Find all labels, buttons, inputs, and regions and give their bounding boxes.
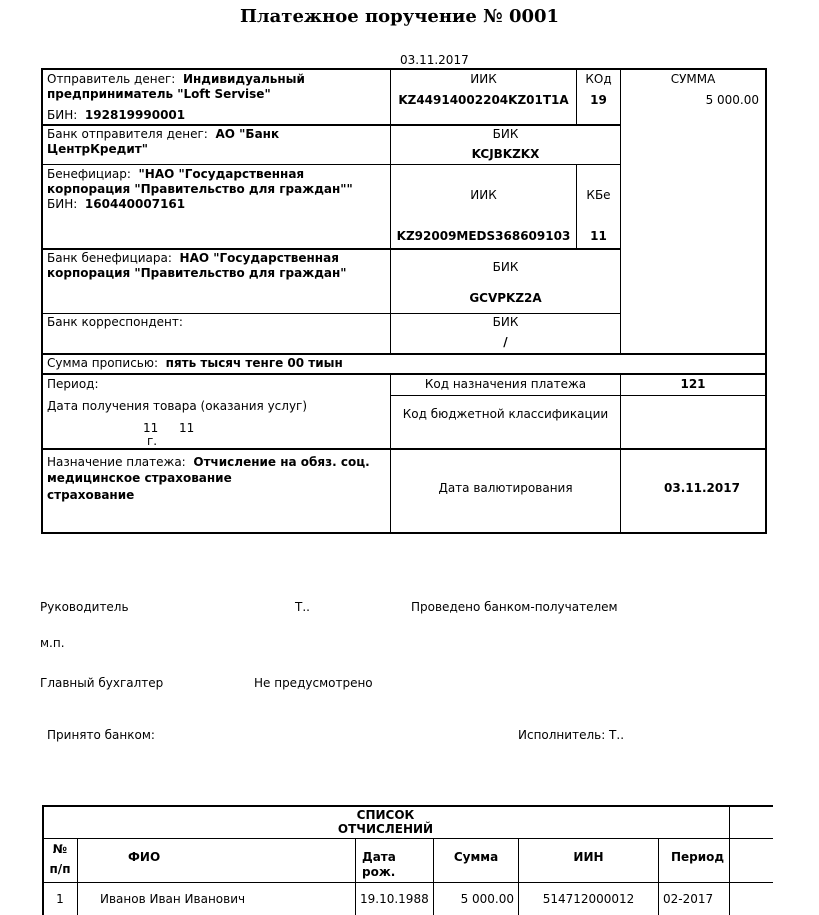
sender-bin-label: БИН: [47,108,78,122]
row-sum: 5 000.00 [460,892,514,906]
accountant-label: Главный бухгалтер [40,676,164,690]
sender-bank-name-line2: ЦентрКредит" [47,142,148,156]
beneficiary-iik-label: ИИК [470,188,497,202]
sender-name-line1: Индивидуальный [182,72,305,86]
beneficiary-bin-row [47,197,185,212]
value-date-label: Дата валютирования [438,481,573,495]
row-birth: 19.10.1988 [360,892,429,906]
beneficiary-bank-block [47,251,339,266]
value-date: 03.11.2017 [664,481,740,495]
purpose-line2: медицинское страхование [47,471,232,485]
sender-label: Отправитель денег: [47,72,176,86]
delivery-date-label: Дата получения товара (оказания услуг) [47,399,308,413]
document-date: 03.11.2017 [400,53,469,67]
sender-bank-label: Банк отправителя денег: [47,127,208,141]
beneficiary-kbe-label: КБе [586,188,611,202]
amount-words-label: Сумма прописью: [47,356,159,370]
sender-iik: KZ44914002204KZ01T1A [398,93,569,107]
col-iin: ИИН [573,850,604,864]
row-iin: 514712000012 [542,892,635,906]
stamp-place: м.п. [40,636,65,650]
head-value: Т.. [295,600,310,614]
correspondent-bank-label: Банк корреспондент: [47,315,183,329]
sender-iik-label: ИИК [470,72,497,86]
beneficiary-bank-name-line1: НАО "Государственная [179,251,339,265]
row-fio: Иванов Иван Иванович [100,892,246,906]
amount-value: 5 000.00 [705,93,759,107]
delivery-month: 11 [179,421,195,435]
delivery-year-suffix: г. [147,434,158,448]
beneficiary-name-line1: "НАО "Государственная [138,167,305,181]
beneficiary-bank-name-line2: корпорация "Правительство для граждан" [47,266,347,280]
amount-label: СУММА [670,72,716,86]
beneficiary-label: Бенефициар: [47,167,131,181]
beneficiary-bin-label: БИН: [47,197,78,211]
list-title-line1: СПИСОК [356,808,415,822]
sender-bank-bik: KCJBKZKX [471,147,540,161]
accountant-value: Не предусмотрено [254,676,373,690]
bank-recipient-note: Проведено банком-получателем [411,600,618,614]
sender-bank-bik-label: БИК [492,127,519,141]
beneficiary-block [47,167,304,182]
beneficiary-name-line2: корпорация "Правительство для граждан"" [47,182,353,196]
purpose-block [47,455,370,470]
head-label: Руководитель [40,600,129,614]
sender-block [47,72,305,87]
executor: Исполнитель: Т.. [518,728,625,742]
purpose-line3: страхование [47,488,135,502]
beneficiary-bank-label: Банк бенефициара: [47,251,172,265]
beneficiary-bank-bik-label: БИК [492,260,519,274]
sender-bin: 192819990001 [84,108,186,122]
sender-bank-block [47,127,279,142]
document-title: Платежное поручение № 0001 [239,6,560,27]
correspondent-bik-label: БИК [492,315,519,329]
beneficiary-bin: 160440007161 [84,197,186,211]
col-sum: Сумма [453,850,499,864]
sender-bank-name-line1: АО "Банк [215,127,280,141]
row-period: 02-2017 [663,892,714,906]
col-fio: ФИО [128,850,161,864]
sender-kod-label: КОд [585,72,612,86]
beneficiary-kbe: 11 [590,229,607,243]
accepted-by-bank: Принято банком: [47,728,155,742]
sender-kod: 19 [590,93,607,107]
delivery-day: 11 [143,421,159,435]
period-label: Период: [47,377,99,391]
col-num-line1: № [52,842,68,856]
col-birth-line1: Дата [362,850,396,864]
amount-words-value: пять тысяч тенге 00 тиын [165,356,343,370]
sender-bin-row [47,108,185,123]
row-num: 1 [56,892,64,906]
sender-name-line2: предприниматель "Loft Servise" [47,87,271,101]
col-num-line2: п/п [49,862,71,876]
beneficiary-bank-bik: GCVPKZ2A [469,291,542,305]
col-birth-line2: рож. [362,865,396,879]
amount-words-row [47,356,343,371]
beneficiary-iik: KZ92009MEDS368609103 [396,229,571,243]
col-period: Период [671,850,725,864]
budget-code-label: Код бюджетной классификации [402,407,609,421]
payment-code-label: Код назначения платежа [424,377,587,391]
purpose-line1: Отчисление на обяз. соц. [193,455,370,469]
list-title-line2: ОТЧИСЛЕНИЙ [337,822,434,836]
payment-code-value: 121 [680,377,706,391]
purpose-label: Назначение платежа: [47,455,186,469]
correspondent-bik: / [503,335,508,349]
